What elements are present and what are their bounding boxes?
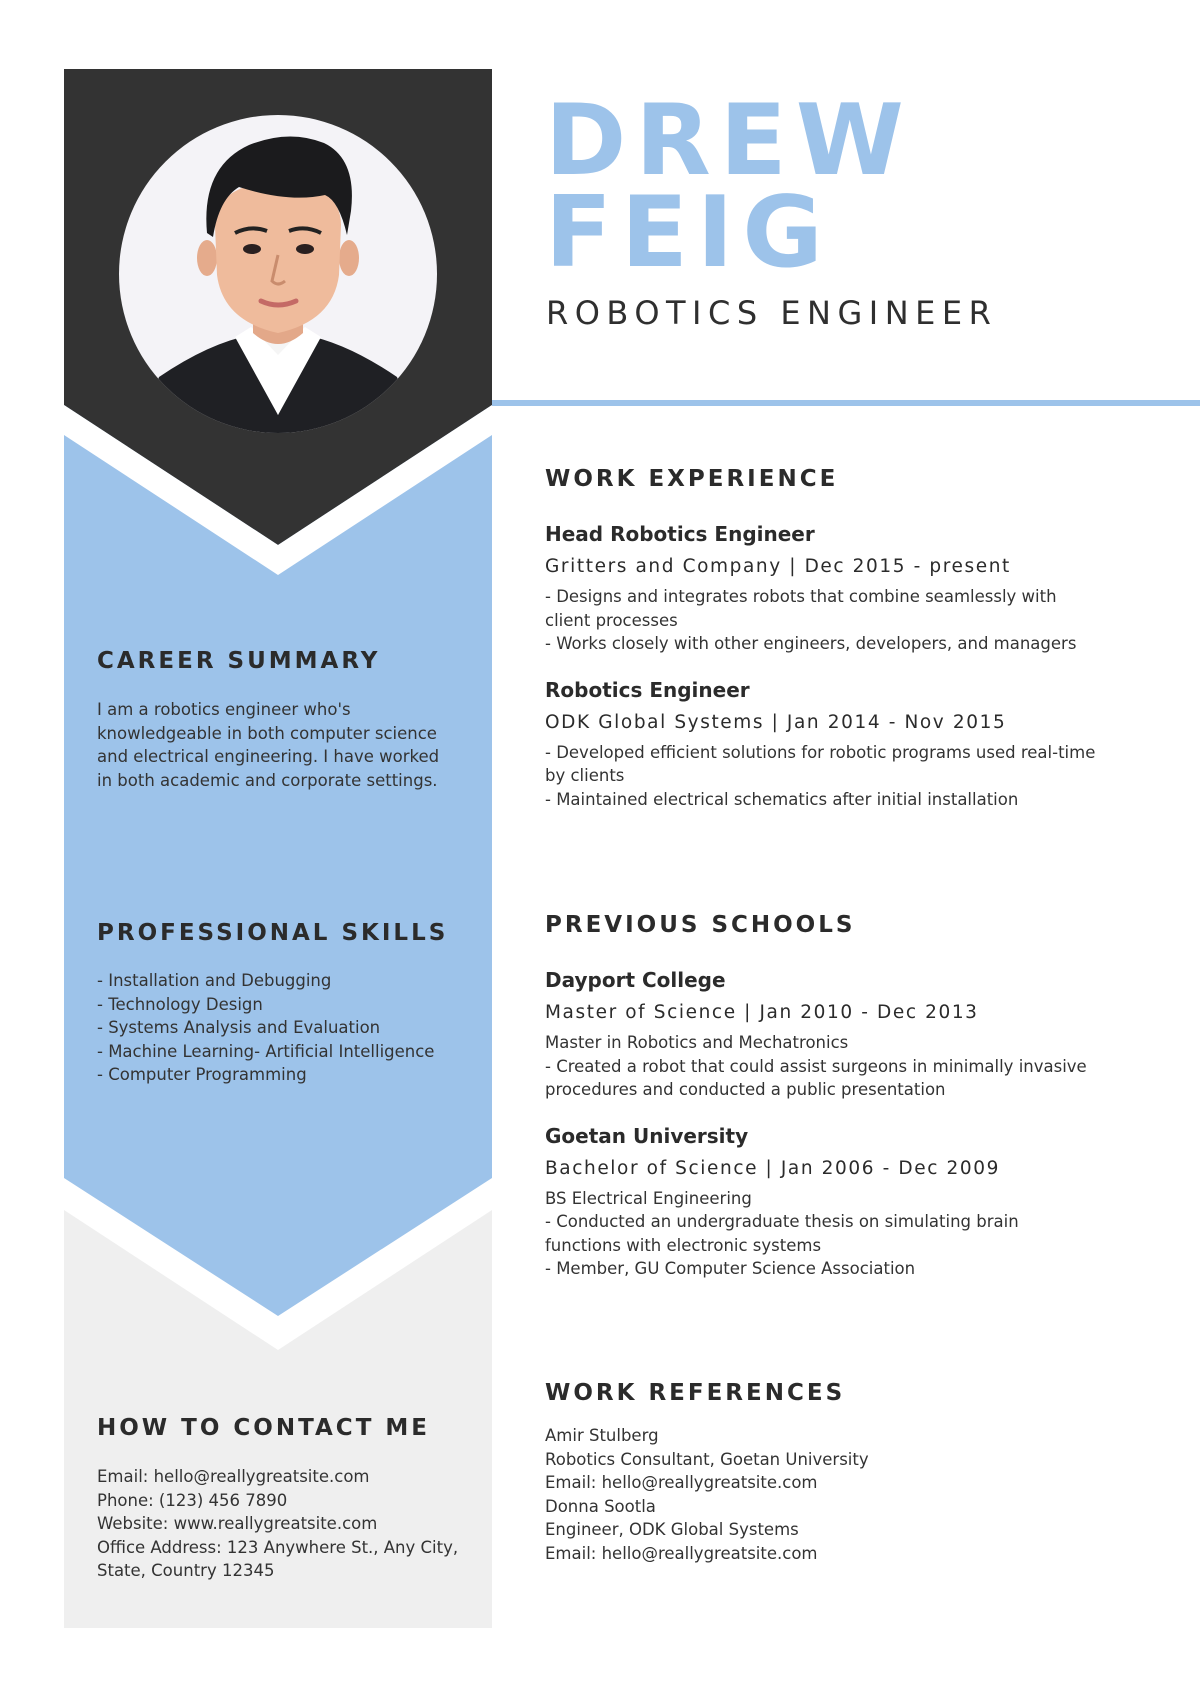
title-divider (492, 400, 1200, 406)
school-detail-line: Master in Robotics and Mechatronics (545, 1033, 849, 1052)
skills-heading: PROFESSIONAL SKILLS (97, 920, 449, 946)
job-entry (545, 522, 1185, 656)
contact-phone[interactable]: Phone: (123) 456 7890 (97, 1490, 288, 1510)
schools-heading: PREVIOUS SCHOOLS (545, 912, 856, 938)
contact-email[interactable]: Email: hello@reallygreatsite.com (97, 1467, 370, 1486)
school-detail-line: - Conducted an undergraduate thesis on simulating brain (545, 1212, 1019, 1231)
school-detail-line: - Created a robot that could assist surgeons in minimally invasive (545, 1056, 1087, 1076)
skill-item: - Technology Design (97, 994, 263, 1014)
school-degree: Bachelor of Science | Jan 2006 - Dec 2009 (545, 1157, 1000, 1179)
schools-section (545, 912, 1185, 1281)
job-title-entry: Head Robotics Engineer (545, 522, 815, 546)
career-summary-line: knowledgeable in both computer science (97, 723, 437, 743)
work-experience-section (545, 466, 1185, 811)
profile-photo (119, 115, 437, 433)
school-entry (545, 1124, 1185, 1281)
career-summary-line: I am a robotics engineer who's (97, 700, 351, 719)
contact-website[interactable]: Website: www.reallygreatsite.com (97, 1514, 378, 1533)
contact-address-line: Office Address: 123 Anywhere St., Any City, (97, 1537, 459, 1557)
reference-email[interactable]: Email: hello@reallygreatsite.com (545, 1543, 818, 1563)
job-title: ROBOTICS ENGINEER (546, 294, 998, 332)
career-summary-heading: CAREER SUMMARY (97, 648, 381, 674)
job-detail-line: - Designs and integrates robots that combine seamlessly with (545, 587, 1057, 606)
career-summary-line: and electrical engineering. I have worked (97, 747, 440, 766)
school-detail-line: procedures and conducted a public presentation (545, 1080, 946, 1099)
job-company: Gritters and Company | Dec 2015 - present (545, 556, 1011, 577)
school-name: Goetan University (545, 1123, 749, 1148)
skill-item: - Installation and Debugging (97, 971, 332, 990)
job-company: ODK Global Systems | Jan 2014 - Nov 2015 (545, 711, 1007, 733)
job-entry (545, 678, 1185, 812)
job-title-entry: Robotics Engineer (545, 677, 750, 702)
job-detail-line: - Works closely with other engineers, developers, and managers (545, 634, 1077, 653)
last-name: FEIG (545, 176, 832, 290)
reference-role: Engineer, ODK Global Systems (545, 1520, 799, 1539)
career-summary-section (97, 648, 467, 792)
job-detail-line: client processes (545, 610, 678, 630)
skill-item: - Machine Learning- Artificial Intelligence (97, 1041, 435, 1061)
job-detail-line: - Maintained electrical schematics after initial installation (545, 789, 1019, 809)
reference-role: Robotics Consultant, Goetan University (545, 1449, 869, 1469)
reference-name: Donna Sootla (545, 1496, 656, 1516)
contact-section (97, 1415, 467, 1583)
job-detail-line: by clients (545, 766, 625, 785)
career-summary-line: in both academic and corporate settings. (97, 770, 438, 790)
work-experience-heading: WORK EXPERIENCE (545, 466, 839, 492)
contact-heading: HOW TO CONTACT ME (97, 1415, 430, 1441)
references-section (545, 1380, 1185, 1565)
reference-email[interactable]: Email: hello@reallygreatsite.com (545, 1473, 818, 1492)
skill-item: - Computer Programming (97, 1065, 307, 1084)
references-heading: WORK REFERENCES (545, 1380, 846, 1406)
school-name: Dayport College (545, 968, 726, 992)
reference-name: Amir Stulberg (545, 1426, 659, 1445)
skills-section (97, 920, 467, 1087)
school-detail-line: - Member, GU Computer Science Association (545, 1259, 916, 1278)
school-detail-line: functions with electronic systems (545, 1235, 822, 1255)
contact-address-line: State, Country 12345 (97, 1561, 275, 1580)
school-entry (545, 968, 1185, 1102)
school-detail-line: BS Electrical Engineering (545, 1188, 752, 1208)
school-degree: Master of Science | Jan 2010 - Dec 2013 (545, 1002, 979, 1023)
skill-item: - Systems Analysis and Evaluation (97, 1018, 381, 1037)
first-name: DREW (545, 84, 913, 198)
job-detail-line: - Developed efficient solutions for robotic programs used real-time (545, 742, 1096, 762)
